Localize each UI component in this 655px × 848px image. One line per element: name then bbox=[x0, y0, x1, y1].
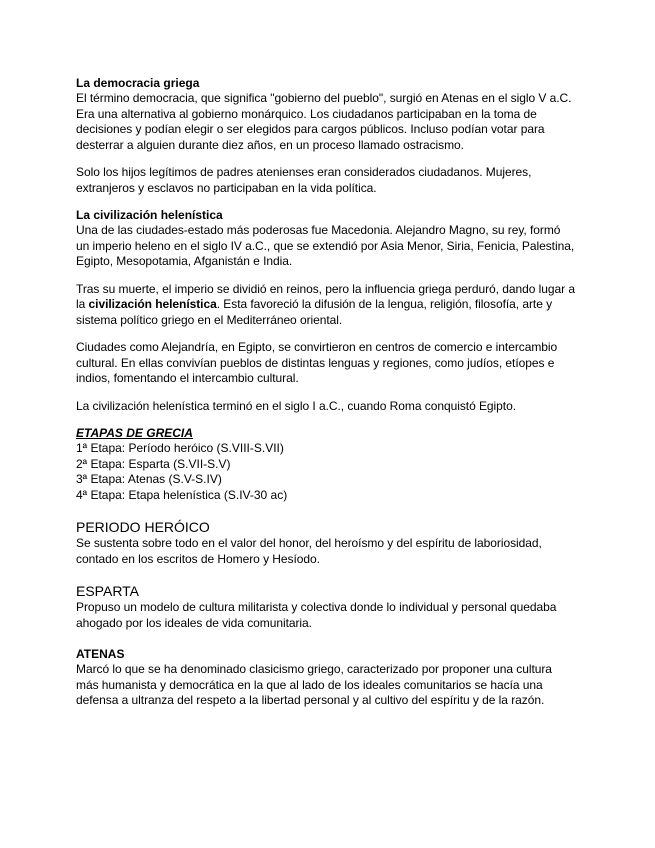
paragraph-helenistica-4: La civilización helenística terminó en el siglo I a.C., cuando Roma conquistó Egipto. bbox=[76, 398, 516, 413]
paragraph-helenistica-2-end: . Esta favoreció la difusión de la lengua, religión, filosofía, arte y sistema político griego en el Mediterráneo oriental. bbox=[76, 297, 553, 327]
paragraph-atenas: Marcó lo que se ha denominado clasicismo griego, caracterizado por proponer una cultura más humanista y democrática en la que al lado de los ideales comunitarios se hacía una defensa a ultranza del respeto a la libertad personal y al cultivo del espíritu y de la razón. bbox=[76, 662, 552, 707]
heading-helenistica: La civilización helenística bbox=[76, 208, 223, 222]
etapa-item: 4ª Etapa: Etapa helenística (S.IV-30 ac) bbox=[76, 487, 288, 502]
paragraph-democracia-1: El término democracia, que significa "gobierno del pueblo", surgió en Atenas en el siglo V a.C. Era una alternativa al gobierno monárquico. Los ciudadanos participaban en la toma de decisiones y podían elegir o ser elegidos para cargos públicos. Incluso podían votar para desterrar a alguien durante diez años, en un proceso llamado ostracismo. bbox=[76, 91, 572, 152]
paragraph-esparta: Propuso un modelo de cultura militarista y colectiva donde lo individual y personal quedaba ahogado por los ideales de vida comunitaria. bbox=[76, 600, 557, 630]
civilizacion-helenistica-bold: civilización helenística bbox=[88, 297, 217, 311]
paragraph-helenistica-3: Ciudades como Alejandría, en Egipto, se convirtieron en centros de comercio e intercambio cultural. En ellas convivían pueblos de distintas lenguas y regiones, como judíos, etíopes e indios, fomentando el intercambio cultural. bbox=[76, 340, 558, 385]
paragraph-helenistica-2 bbox=[76, 282, 576, 329]
etapa-item: 1ª Etapa: Período heróico (S.VIII-S.VII) bbox=[76, 441, 284, 455]
heading-atenas: ATENAS bbox=[76, 647, 125, 661]
paragraph-democracia-2: Solo los hijos legítimos de padres atenienses eran considerados ciudadanos. Mujeres, extranjeros y esclavos no participaban en la vida política. bbox=[76, 165, 532, 195]
heading-esparta: ESPARTA bbox=[76, 583, 140, 599]
paragraph-heroico: Se sustenta sobre todo en el valor del honor, del heroísmo y del espíritu de laboriosidad, contado en los escritos de Homero y Hesíodo. bbox=[76, 536, 542, 566]
heading-etapas: ETAPAS DE GRECIA bbox=[76, 426, 193, 440]
paragraph-helenistica-1: Una de las ciudades-estado más poderosas fue Macedonia. Alejandro Magno, su rey, formó un imperio heleno en el siglo IV a.C., que se extendió por Asia Menor, Siria, Fenicia, Palestina, Egipto, Mesopotamia, Afganistán e India. bbox=[76, 223, 575, 268]
etapa-item: 2ª Etapa: Esparta (S.VII-S.V) bbox=[76, 456, 231, 471]
paragraph-helenistica-2-start: Tras su muerte, el imperio se dividió en reinos, pero la influencia griega perduró, dando lugar a la bbox=[76, 281, 575, 311]
document-page bbox=[76, 76, 576, 709]
etapa-item: 3ª Etapa: Atenas (S.V-S.IV) bbox=[76, 472, 222, 486]
heading-democracia: La democracia griega bbox=[76, 76, 200, 90]
heading-periodo-heroico: PERIODO HERÓICO bbox=[76, 519, 210, 535]
